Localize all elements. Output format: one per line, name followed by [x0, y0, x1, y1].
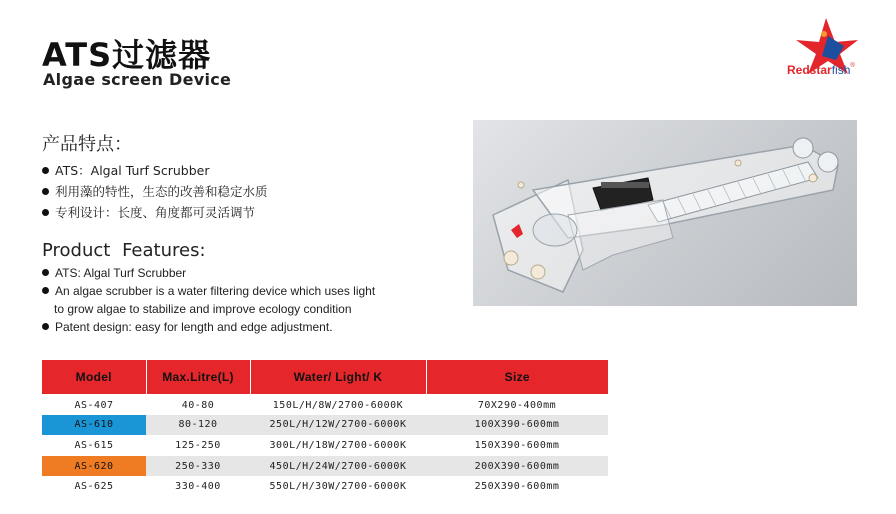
column-header-max-litre: Max.Litre(L): [146, 360, 250, 394]
logo-reg-mark: ®: [850, 63, 855, 69]
page-title: ATS过滤器: [42, 36, 212, 74]
feature-cn-text: ATS：Algal Turf Scrubber: [55, 163, 210, 178]
feature-cn-text: 利用藻的特性，生态的改善和稳定水质: [55, 184, 268, 199]
cell-size: 100X390-600mm: [426, 415, 608, 436]
bullet-icon: [42, 167, 49, 174]
cell-max-litre: 125-250: [175, 439, 221, 451]
bullet-icon: [42, 188, 49, 195]
column-header-model: Model: [42, 360, 146, 394]
cell-model: AS-620: [42, 456, 146, 477]
list-item: [42, 160, 268, 181]
cell-water-light-k: 150L/H/8W/2700-6000K: [272, 399, 404, 411]
cell-max-litre: 250-330: [146, 456, 250, 477]
cell-model: AS-625: [74, 481, 114, 493]
table-row: [42, 456, 608, 477]
logo-text-red: Redstar: [787, 63, 832, 77]
cell-size: 250X390-600mm: [474, 481, 560, 493]
column-header-water-light-k: Water/ Light/ K: [250, 360, 426, 394]
features-en-list: [42, 264, 375, 336]
feature-en-text: Patent design: easy for length and edge adjustment.: [55, 320, 333, 334]
list-item: [42, 282, 375, 300]
product-photo: [473, 120, 857, 306]
logo-text-blue: fish: [831, 63, 851, 77]
logo-text: [787, 63, 855, 77]
cell-model: AS-610: [42, 415, 146, 436]
cell-max-litre: 40-80: [181, 399, 215, 411]
cell-water-light-k: 450L/H/24W/2700-6000K: [250, 456, 426, 477]
table-row: [42, 476, 608, 497]
bullet-icon: [42, 269, 49, 276]
list-item: [42, 300, 375, 318]
features-cn-list: [42, 160, 268, 223]
cell-water-light-k: 300L/H/18W/2700-6000K: [269, 439, 407, 451]
bullet-icon: [42, 323, 49, 330]
cell-max-litre: 80-120: [146, 415, 250, 436]
table-row: [42, 415, 608, 436]
table-row: [42, 394, 608, 415]
cell-size: 200X390-600mm: [426, 456, 608, 477]
feature-en-text: to grow algae to stabilize and improve ecology condition: [54, 302, 352, 316]
cell-max-litre: 330-400: [175, 481, 221, 493]
cell-size: 70X290-400mm: [477, 399, 557, 411]
page-subtitle: Algae screen Device: [43, 70, 232, 89]
feature-en-text: An algae scrubber is a water filtering device which uses light: [55, 284, 376, 298]
cell-size: 150X390-600mm: [474, 439, 560, 451]
cell-water-light-k: 550L/H/30W/2700-6000K: [269, 481, 407, 493]
features-cn-heading: 产品特点：: [42, 134, 132, 155]
algae-scrubber-device-illustration: [473, 120, 857, 306]
cell-model: AS-615: [74, 439, 114, 451]
bullet-icon: [42, 287, 49, 294]
bullet-icon: [42, 209, 49, 216]
features-en-heading: Product Features:: [42, 240, 206, 261]
spec-table: [42, 360, 608, 497]
cell-model: AS-407: [74, 399, 114, 411]
table-row: [42, 435, 608, 456]
table-header-row: [42, 360, 608, 394]
list-item: [42, 202, 268, 223]
feature-cn-text: 专利设计：长度、角度都可灵活调节: [55, 205, 256, 220]
cell-water-light-k: 250L/H/12W/2700-6000K: [250, 415, 426, 436]
list-item: [42, 264, 375, 282]
list-item: [42, 181, 268, 202]
feature-en-text: ATS: Algal Turf Scrubber: [55, 266, 187, 280]
list-item: [42, 318, 375, 336]
column-header-size: Size: [426, 360, 608, 394]
